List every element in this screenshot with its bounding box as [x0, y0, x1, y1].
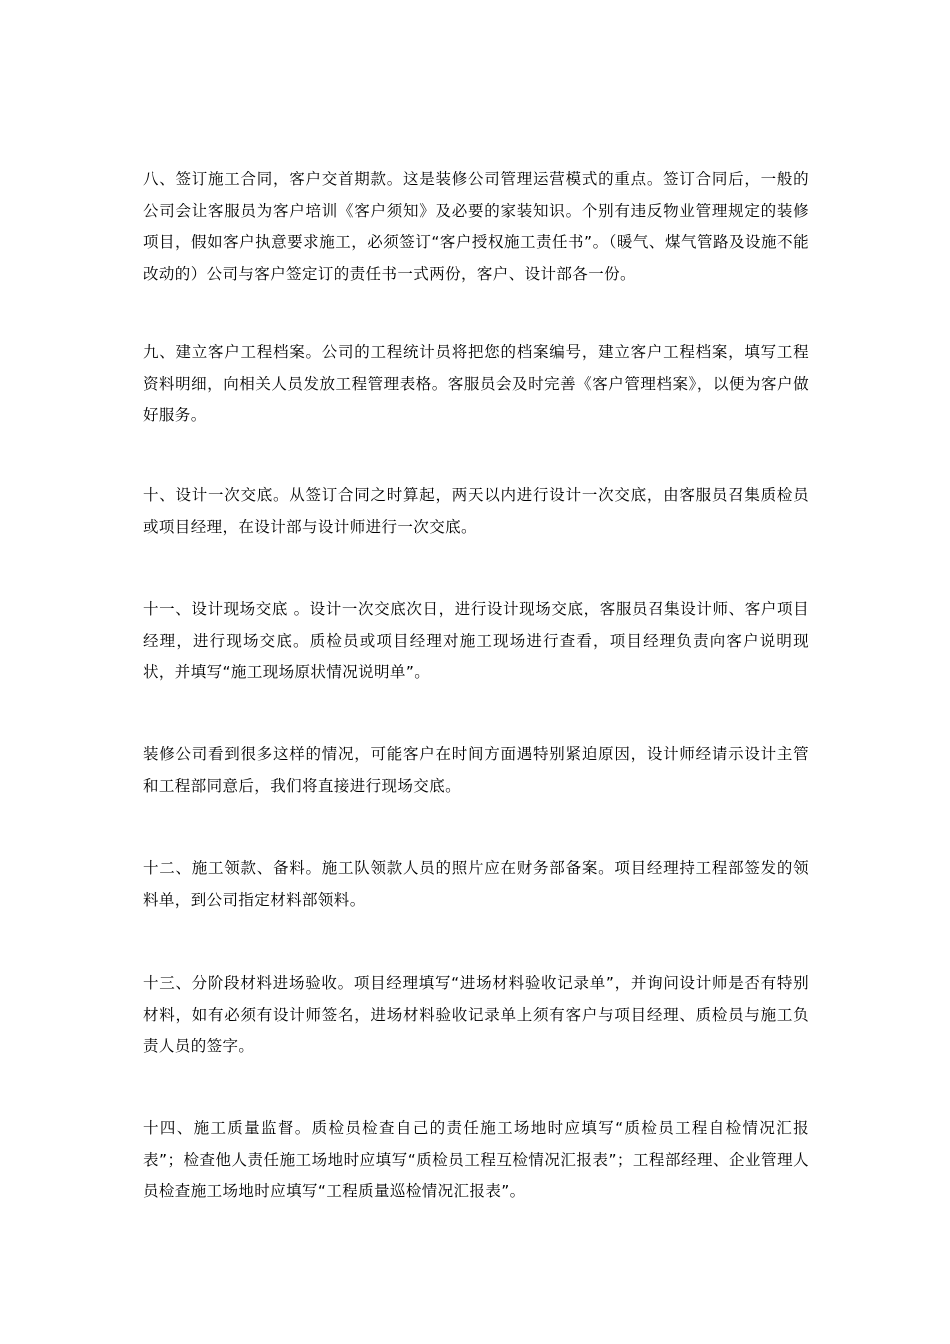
paragraph-step-8: 八、签订施工合同，客户交首期款。这是装修公司管理运营模式的重点。签订合同后，一般的公司会让客服员为客户培训《客户须知》及必要的家装知识。个别有违反物业管理规定的装修项目，假如客户执意要求施工，必须签订“客户授权施工责任书”。（暖气、煤气管路及设施不能改动的）公司与客户签定订的责任书一式两份，客户、设计部各一份。	[143, 170, 809, 283]
paragraph-step-9: 九、建立客户工程档案。公司的工程统计员将把您的档案编号，建立客户工程档案，填写工程资料明细，向相关人员发放工程管理表格。客服员会及时完善《客户管理档案》，以便为客户做好服务。	[143, 343, 809, 424]
paragraph-note: 装修公司看到很多这样的情况，可能客户在时间方面遇特别紧迫原因，设计师经请示设计主管和工程部同意后，我们将直接进行现场交底。	[143, 745, 809, 795]
paragraph-step-14: 十四、施工质量监督。质检员检查自己的责任施工场地时应填写“质检员工程自检情况汇报表”；检查他人责任施工场地时应填写“质检员工程互检情况汇报表”；工程部经理、企业管理人员检查施工场地时应填写“工程质量巡检情况汇报表”。	[143, 1119, 809, 1200]
paragraph-step-11: 十一、设计现场交底 。设计一次交底次日，进行设计现场交底，客服员召集设计师、客户项目经理，进行现场交底。质检员或项目经理对施工现场进行查看，项目经理负责向客户说明现状，并填写“施工现场原状情况说明单”。	[143, 600, 809, 681]
paragraph-step-12: 十二、施工领款、备料。施工队领款人员的照片应在财务部备案。项目经理持工程部签发的领料单，到公司指定材料部领料。	[143, 859, 809, 909]
paragraph-step-10: 十、设计一次交底。从签订合同之时算起，两天以内进行设计一次交底，由客服员召集质检员或项目经理，在设计部与设计师进行一次交底。	[143, 486, 809, 536]
paragraph-step-13: 十三、分阶段材料进场验收。项目经理填写“进场材料验收记录单”，并询问设计师是否有特别材料，如有必须有设计师签名，进场材料验收记录单上须有客户与项目经理、质检员与施工负责人员的签字。	[143, 974, 809, 1055]
